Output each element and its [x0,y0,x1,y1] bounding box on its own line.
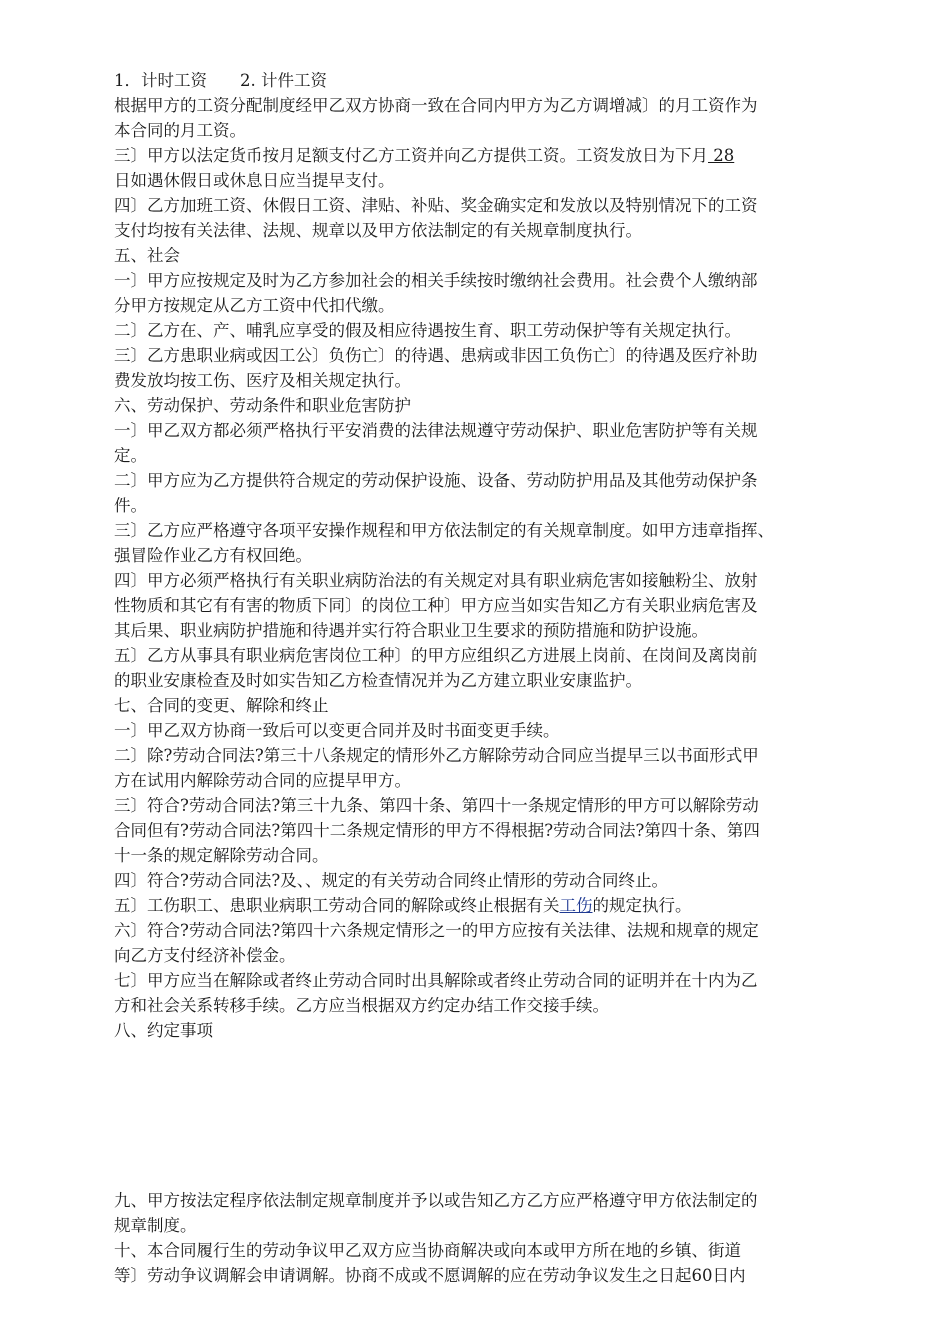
text-line: 二〕乙方在、产、哺乳应享受的假及相应待遇按生育、职工劳动保护等有关规定执行。 [114,321,741,340]
text-line: 九、甲方按法定程序依法制定规章制度并予以或告知乙方乙方应严格遵守甲方依法制定的 [114,1191,758,1210]
text-line: 五〕乙方从事具有职业病危害岗位工种〕的甲方应组织乙方进展上岗前、在岗间及离岗前 [114,646,758,665]
section-heading: 八、约定事项 [114,1021,213,1040]
payday-value: 28 [708,146,735,165]
text-line: 四〕甲方必须严格执行有关职业病防治法的有关规定对具有职业病危害如接触粉尘、放射 [114,571,758,590]
text-line: 二〕甲方应为乙方提供符合规定的劳动保护设施、设备、劳动防护用品及其他劳动保护条 [114,471,758,490]
section-heading: 五、社会 [114,246,180,265]
text-line: 一〕甲方应按规定及时为乙方参加社会的相关手续按时缴纳社会费用。社会费个人缴纳部 [114,271,758,290]
text-segment: 五〕工伤职工、患职业病职工劳动合同的解除或终止根据有关 [114,896,560,915]
work-injury-link[interactable]: 工伤 [559,896,593,915]
text-line: 日如遇休假日或休息日应当提早支付。 [114,171,395,190]
text-line: 支付均按有关法律、法规、规章以及甲方依法制定的有关规章制度执行。 [114,221,642,240]
text-line: 本合同的月工资。 [114,121,246,140]
text-segment: 三〕甲方以法定货币按月足额支付乙方工资并向乙方提供工资。工资发放日为下月 [114,146,708,165]
text-line: 十一条的规定解除劳动合同。 [114,846,329,865]
text-line: 三〕乙方患职业病或因工公〕负伤亡〕的待遇、患病或非因工负伤亡〕的待遇及医疗补助 [114,346,758,365]
text-line: 六〕符合?劳动合同法?第四十六条规定情形之一的甲方应按有关法律、法规和规章的规定 [114,921,759,940]
text-line: 三〕乙方应严格遵守各项平安操作规程和甲方依法制定的有关规章制度。如甲方违章指挥、 [114,521,774,540]
text-block-1 [114,68,874,1043]
text-line: 一〕甲乙双方都必须严格执行平安消费的法律法规遵守劳动保护、职业危害防护等有关规 [114,421,758,440]
text-block-2 [114,1188,874,1288]
text-line: 其后果、职业病防护措施和待遇并实行符合职业卫生要求的预防措施和防护设施。 [114,621,708,640]
text-line: 一〕甲乙双方协商一致后可以变更合同并及时书面变更手续。 [114,721,560,740]
text-line: 费发放均按工伤、医疗及相关规定执行。 [114,371,411,390]
text-line: 性物质和其它有有害的物质下同〕的岗位工种〕甲方应当如实告知乙方有关职业病危害及 [114,596,758,615]
text-line: 的职业安康检查及时如实告知乙方检查情况并为乙方建立职业安康监护。 [114,671,642,690]
text-line: 定。 [114,446,147,465]
text-line: 三〕符合?劳动合同法?第三十九条、第四十条、第四十一条规定情形的甲方可以解除劳动 [114,796,759,815]
text-line: 十、本合同履行生的劳动争议甲乙双方应当协商解决或向本或甲方所在地的乡镇、街道 [114,1241,741,1260]
text-line: 规章制度。 [114,1216,197,1235]
section-heading: 六、劳动保护、劳动条件和职业危害防护 [114,396,411,415]
text-line: 等〕劳动争议调解会申请调解。协商不成或不愿调解的应在劳动争议发生之日起60日内 [114,1266,746,1285]
text-line [114,893,874,918]
text-line: 二〕除?劳动合同法?第三十八条规定的情形外乙方解除劳动合同应当提早三以书面形式甲 [114,746,759,765]
text-line: 四〕乙方加班工资、休假日工资、津贴、补贴、奖金确实定和发放以及特别情况下的工资 [114,196,758,215]
text-line: 件。 [114,496,147,515]
text-line: 1．计时工资 2. 计件工资 [114,71,327,90]
text-line [114,143,874,168]
text-line: 向乙方支付经济补偿金。 [114,946,296,965]
text-line: 合同但有?劳动合同法?第四十二条规定情形的甲方不得根据?劳动合同法?第四十条、第四 [114,821,760,840]
text-line: 四〕符合?劳动合同法?及、、规定的有关劳动合同终止情形的劳动合同终止。 [114,871,668,890]
text-line: 方和社会关系转移手续。乙方应当根据双方约定办结工作交接手续。 [114,996,609,1015]
text-segment: 的规定执行。 [592,896,692,915]
text-line: 方在试用内解除劳动合同的应提早甲方。 [114,771,411,790]
text-line: 根据甲方的工资分配制度经甲乙双方协商一致在合同内甲方为乙方调增减〕的月工资作为 [114,96,758,115]
text-line: 分甲方按规定从乙方工资中代扣代缴。 [114,296,395,315]
section-heading: 七、合同的变更、解除和终止 [114,696,329,715]
text-line: 七〕甲方应当在解除或者终止劳动合同时出具解除或者终止劳动合同的证明并在十内为乙 [114,971,758,990]
text-line: 强冒险作业乙方有权回绝。 [114,546,312,565]
